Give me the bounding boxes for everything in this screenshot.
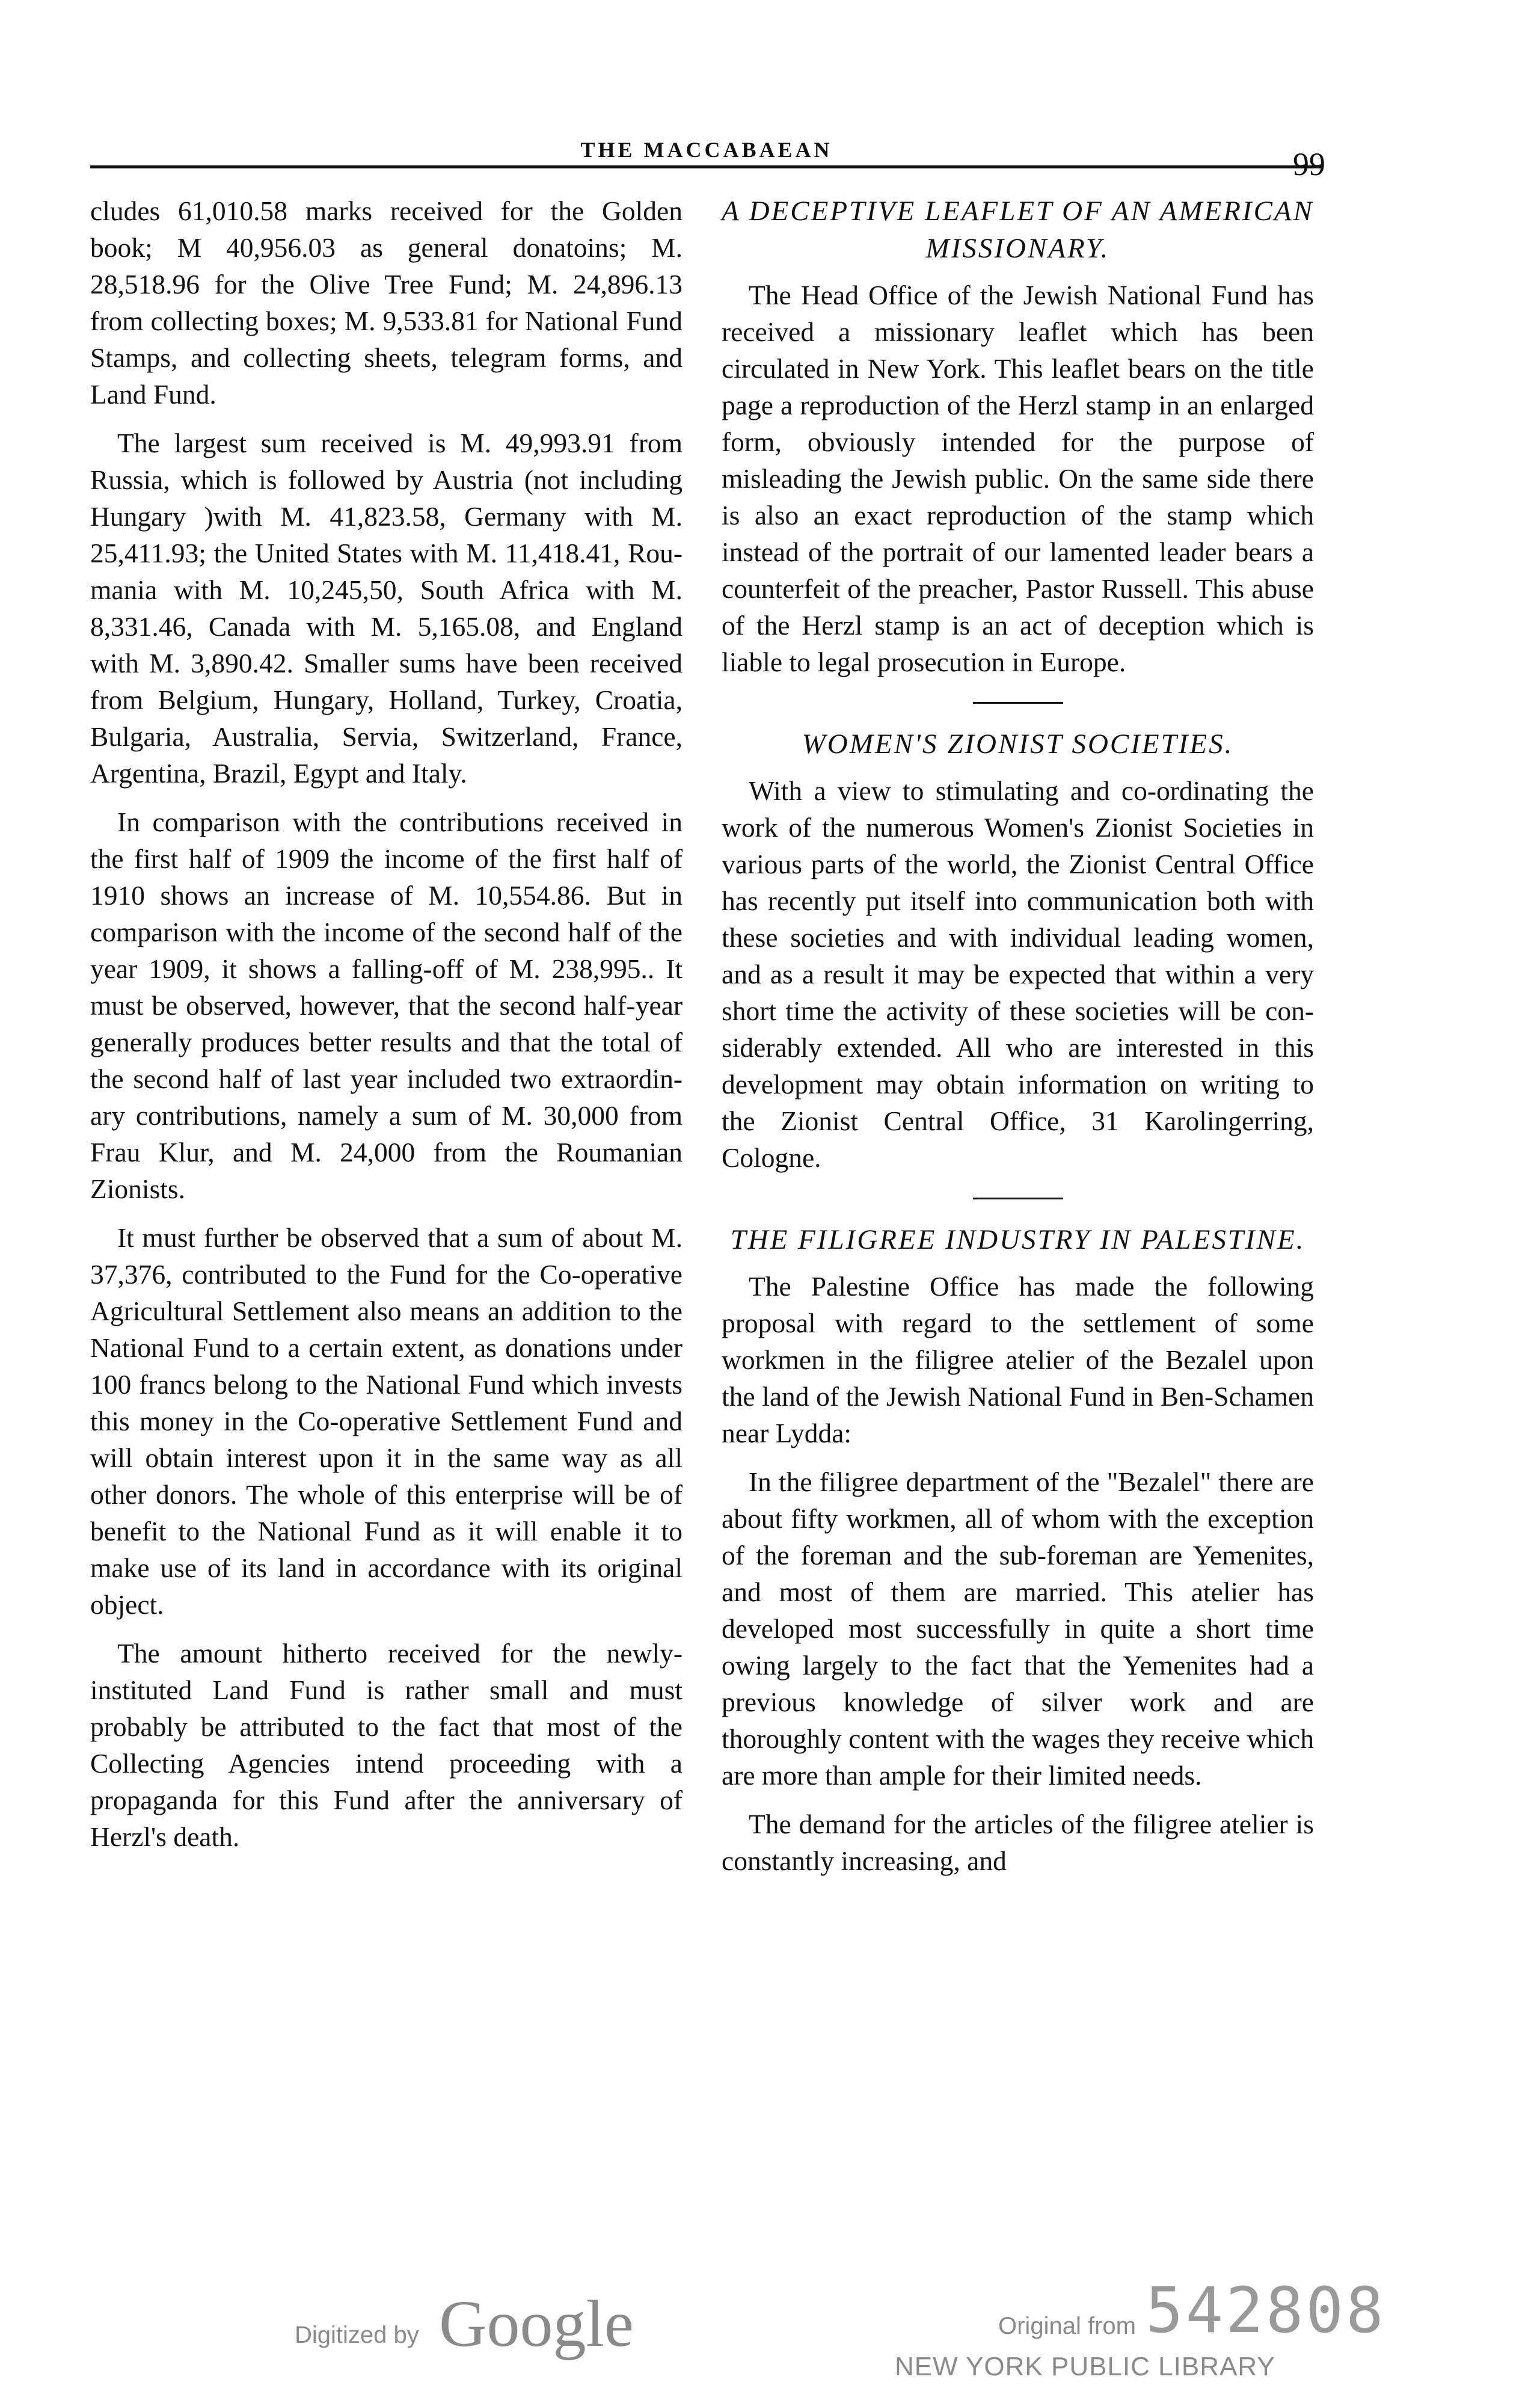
library-name: NEW YORK PUBLIC LIBRARY bbox=[895, 2352, 1275, 2381]
paragraph: The Head Office of the Jewish National Fund has received a missionary leaflet which has been circulated in New York. This leaflet bears on the title page a reproduction of the Herzl stamp in an enlarged form, obviously intended for the purpose of misleading the Jewish public. On the same side there is also an exact reproduction of the stamp which instead of the portrait of our lamented leader bears a counterfeit of the preacher, Pastor Russell. This abuse of the Herzl stamp is an act of deception which is liable to legal prosecution in Europe. bbox=[722, 280, 1314, 677]
section-heading-filigree-industry: THE FILIGREE INDUSTRY IN PALESTINE. bbox=[730, 1224, 1305, 1255]
paragraph: It must further be observed that a sum of about M. 37,376, contributed to the Fund for the Co-operative Agricultural Settlement also means an addition to the National Fund to a certain extent, as donations under 100 francs belong to the National Fund which invests this money in the Co-operative Settlement Fund and will obtain interest upon it in the same way as all other donors. The whole of this enterprise will be of benefit to the National Fund as it will enable it to make use of its land in accordance with its original object. bbox=[90, 1222, 683, 1620]
paragraph: In the filigree department of the "Bezalel" there are about fifty workmen, all of whom with the exception of the foreman and the sub-foreman are Yemenites, and most of them are married. This atelier has developed most successfully in quite a short time owing largely to the fact that the Yemenites had a previous knowledge of silver work and are thoroughly content with the wages they receive which are more than ample for their limited needs. bbox=[722, 1466, 1314, 1791]
paragraph: With a view to stimulating and co-ordinating the work of the numerous Women's Zionist Societies in various parts of the world, the Zionist Central Office has recently put itself into communication both with these societies and with individual leading women, and as a result it may be expected that within a very short time the activity of these societies will be considerably extended. All who are interested in this development may obtain information on writing to the Zionist Central Office, 31 Karolingerring, Cologne. bbox=[722, 775, 1314, 1173]
paragraph: The demand for the articles of the filigree atelier is constantly increasing, and bbox=[722, 1809, 1314, 1876]
original-from-label: Original from bbox=[998, 2313, 1136, 2339]
paragraph: The Palestine Office has made the following proposal with regard to the settlement of some workmen in the filigree atelier of the Bezalel upon the land of the Jewish National Fund in Ben-Schamen near Lydda: bbox=[722, 1271, 1314, 1448]
running-title: THE MACCABAEAN bbox=[580, 138, 833, 162]
page-number: 99 bbox=[1293, 146, 1325, 182]
right-column bbox=[722, 192, 1314, 1891]
paragraph: cludes 61,010.58 marks received for the Golden book; M 40,956.03 as general donatoins; M. 28,518.96 for the Olive Tree Fund; M. 24,896.13 from collecting boxes; M. 9,533.81 for National Fund Stamps, and collecting sheets, telegram forms, and Land Fund. bbox=[90, 195, 683, 410]
section-heading-deceptive-leaflet: A DECEPTIVE LEAFLET OF AN AMERICAN MISSIONARY. bbox=[722, 195, 1314, 264]
section-divider bbox=[973, 1198, 1063, 1199]
google-logo: Google bbox=[439, 2287, 634, 2360]
digitized-by-label: Digitized by bbox=[295, 2322, 419, 2348]
header-rule bbox=[90, 165, 1323, 168]
section-divider bbox=[973, 702, 1063, 704]
library-stamp-number: 542808 bbox=[1146, 2274, 1386, 2347]
section-heading-womens-societies: WOMEN'S ZIONIST SOCIETIES. bbox=[802, 728, 1234, 760]
left-column bbox=[90, 192, 683, 1867]
paragraph: The amount hitherto received for the newly-instituted Land Fund is rather small and must probably be attributed to the fact that most of the Collecting Agencies intend proceeding with a propaganda for this Fund after the anniversary of Herzl's death. bbox=[90, 1638, 683, 1852]
paragraph: The largest sum received is M. 49,993.91 from Russia, which is followed by Austria (not including Hungary )with M. 41,823.58, Germany with M. 25,411.93; the United States with M. 11,418.41, Roumania with M. 10,245,50, South Africa with M. 8,331.46, Canada with M. 5,165.08, and England with M. 3,890.42. Smaller sums have been received from Belgium, Hungary, Holland, Turkey, Croatia, Bulgaria, Australia, Servia, Switzerland, France, Argentina, Brazil, Egypt and Italy. bbox=[90, 428, 683, 789]
paragraph: In comparison with the contributions received in the first half of 1909 the income of the first half of 1910 shows an increase of M. 10,554.86. But in comparison with the income of the second half of the year 1909, it shows a falling-off of M. 238,995.. It must be observed, however, that the second half-year generally produces better results and that the total of the second half of last year included two extraordinary contributions, namely a sum of M. 30,000 from Frau Klur, and M. 24,000 from the Roumanian Zionists. bbox=[90, 807, 683, 1204]
